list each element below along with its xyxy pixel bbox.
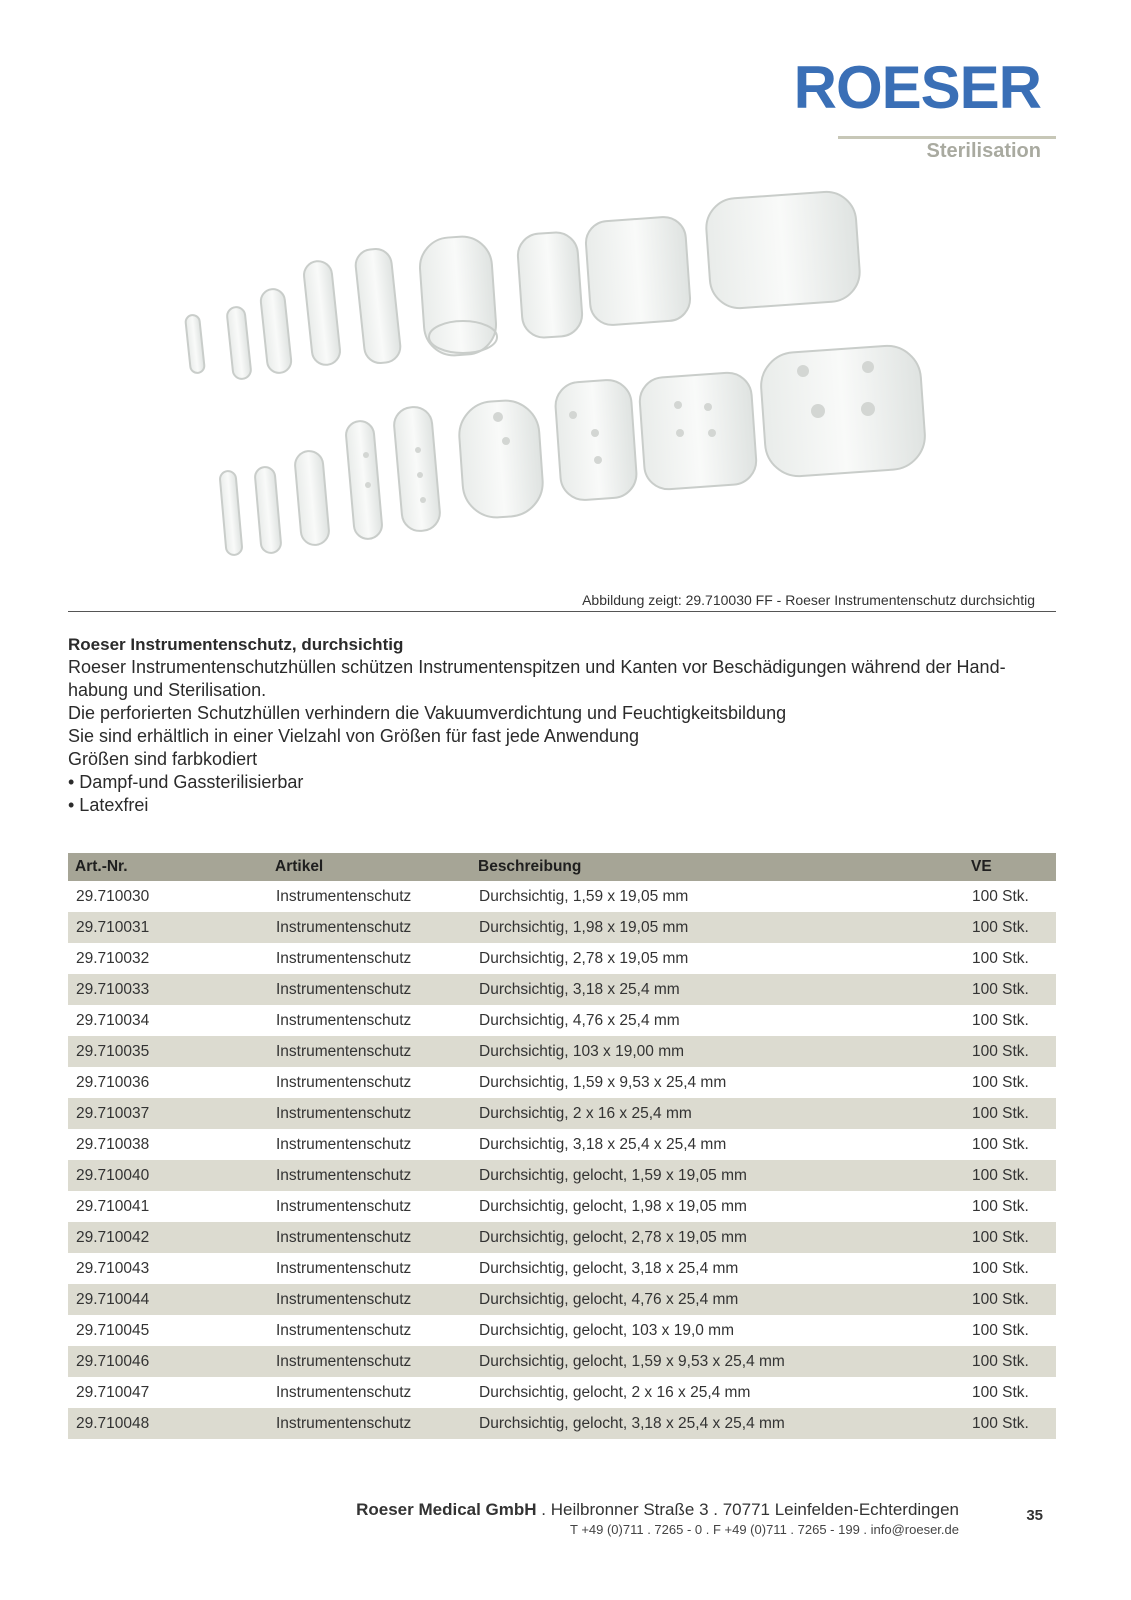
table-row <box>68 1346 1056 1377</box>
product-table <box>68 853 1056 1439</box>
table-row <box>68 1253 1056 1284</box>
cell-artikel: Instrumentenschutz <box>276 1321 412 1339</box>
tube-3 <box>260 288 293 374</box>
perf-tube-2 <box>254 466 281 553</box>
cell-artikel: Instrumentenschutz <box>268 1098 471 1129</box>
intro-block <box>68 633 1048 817</box>
cell-artikel: Instrumentenschutz <box>276 1073 412 1091</box>
cell-ve: 100 Stk. <box>964 1098 1056 1129</box>
cell-art-nr: 29.710038 <box>76 1135 150 1153</box>
table-row <box>68 1191 1056 1222</box>
footer-address: . Heilbronner Straße 3 . 70771 Leinfelden-Echterdingen <box>536 1500 959 1519</box>
cell-beschreibung: Durchsichtig, gelocht, 2 x 16 x 25,4 mm <box>479 1383 751 1401</box>
cell-ve: 100 Stk. <box>964 974 1056 1005</box>
cell-art-nr: 29.710041 <box>76 1197 150 1215</box>
table-row <box>68 1067 1056 1098</box>
tube-4 <box>303 260 342 366</box>
cell-ve: 100 Stk. <box>972 1383 1029 1401</box>
table-row <box>68 1129 1056 1160</box>
cell-ve: 100 Stk. <box>964 1222 1056 1253</box>
intro-line: habung und Sterilisation. <box>68 680 267 700</box>
perf-tube-5 <box>393 406 442 533</box>
table-row <box>68 1098 1056 1129</box>
product-photo <box>68 185 1056 580</box>
perf-tube-3 <box>294 450 330 546</box>
cell-beschreibung: Durchsichtig, 2 x 16 x 25,4 mm <box>471 1098 964 1129</box>
cell-art-nr: 29.710047 <box>76 1383 150 1401</box>
header-ve: VE <box>964 853 1056 881</box>
cell-ve: 100 Stk. <box>972 1011 1029 1029</box>
cap-3 <box>584 216 691 327</box>
cell-ve: 100 Stk. <box>972 1135 1029 1153</box>
intro-line: Die perforierten Schutzhüllen verhindern die Vakuumverdichtung und Feuchtigkeitsbildung <box>68 703 787 723</box>
cell-art-nr: 29.710040 <box>68 1160 268 1191</box>
cell-artikel: Instrumentenschutz <box>268 912 471 943</box>
table-row <box>68 912 1056 943</box>
page-number: 35 <box>1026 1507 1043 1524</box>
cell-artikel: Instrumentenschutz <box>276 1197 412 1215</box>
cell-ve: 100 Stk. <box>964 1408 1056 1439</box>
cell-beschreibung: Durchsichtig, 2,78 x 19,05 mm <box>479 949 689 967</box>
cell-art-nr: 29.710031 <box>68 912 268 943</box>
cell-ve: 100 Stk. <box>972 1073 1029 1091</box>
intro-line: Roeser Instrumentenschutzhüllen schützen Instrumentenspitzen und Kanten vor Beschädigungen während der Hand- <box>68 657 1006 677</box>
intro-line: Größen sind farbkodiert <box>68 749 258 769</box>
table-row <box>68 1315 1056 1346</box>
footer <box>356 1500 959 1537</box>
caption-divider <box>68 611 1056 612</box>
cell-art-nr: 29.710043 <box>76 1259 150 1277</box>
cell-ve: 100 Stk. <box>964 1036 1056 1067</box>
cell-artikel: Instrumentenschutz <box>276 1383 412 1401</box>
cell-art-nr: 29.710035 <box>68 1036 268 1067</box>
cell-beschreibung: Durchsichtig, gelocht, 1,59 x 19,05 mm <box>471 1160 964 1191</box>
image-caption: Abbildung zeigt: 29.710030 FF - Roeser Instrumentenschutz durchsichtig <box>582 592 1035 608</box>
table-row <box>68 943 1056 974</box>
intro-line: Sie sind erhältlich in einer Vielzahl von Größen für fast jede Anwendung <box>68 726 640 746</box>
table-row <box>68 1160 1056 1191</box>
cell-art-nr: 29.710045 <box>76 1321 150 1339</box>
table-header-row <box>68 853 1056 881</box>
tube-5 <box>354 247 402 364</box>
bullet-item: • Dampf-und Gassterilisierbar <box>68 772 304 792</box>
cell-artikel: Instrumentenschutz <box>276 1259 412 1277</box>
header-art-nr: Art.-Nr. <box>68 853 268 881</box>
cell-art-nr: 29.710042 <box>68 1222 268 1253</box>
cell-artikel: Instrumentenschutz <box>268 1036 471 1067</box>
cell-beschreibung: Durchsichtig, 1,59 x 19,05 mm <box>479 887 689 905</box>
table-row <box>68 974 1056 1005</box>
cell-art-nr: 29.710033 <box>68 974 268 1005</box>
table-row <box>68 1222 1056 1253</box>
tube-1 <box>185 314 205 373</box>
cell-beschreibung: Durchsichtig, gelocht, 1,59 x 9,53 x 25,4 mm <box>471 1346 964 1377</box>
cell-artikel: Instrumentenschutz <box>268 1160 471 1191</box>
perf-cap-2 <box>554 378 638 501</box>
cell-artikel: Instrumentenschutz <box>268 1408 471 1439</box>
cell-art-nr: 29.710032 <box>76 949 150 967</box>
cell-beschreibung: Durchsichtig, gelocht, 3,18 x 25,4 x 25,4 mm <box>471 1408 964 1439</box>
cap-4 <box>704 190 861 310</box>
cell-beschreibung: Durchsichtig, 3,18 x 25,4 x 25,4 mm <box>479 1135 727 1153</box>
perf-tube-4 <box>345 420 383 540</box>
cell-artikel: Instrumentenschutz <box>268 974 471 1005</box>
cell-ve: 100 Stk. <box>964 1346 1056 1377</box>
cell-artikel: Instrumentenschutz <box>276 949 412 967</box>
header-artikel: Artikel <box>268 853 471 881</box>
cell-beschreibung: Durchsichtig, gelocht, 2,78 x 19,05 mm <box>471 1222 964 1253</box>
table-row <box>68 881 1056 912</box>
bullet-item: • Latexfrei <box>68 795 149 815</box>
cell-ve: 100 Stk. <box>972 1321 1029 1339</box>
cell-ve: 100 Stk. <box>972 887 1029 905</box>
section-label: Sterilisation <box>926 140 1041 162</box>
perf-cap-3 <box>638 371 758 491</box>
tube-2 <box>226 306 251 379</box>
cell-ve: 100 Stk. <box>964 912 1056 943</box>
cell-beschreibung: Durchsichtig, gelocht, 4,76 x 25,4 mm <box>471 1284 964 1315</box>
cell-art-nr: 29.710037 <box>68 1098 268 1129</box>
cell-art-nr: 29.710046 <box>68 1346 268 1377</box>
cell-beschreibung: Durchsichtig, 1,59 x 9,53 x 25,4 mm <box>479 1073 727 1091</box>
footer-contact: T +49 (0)711 . 7265 - 0 . F +49 (0)711 . 7265 - 199 . info@roeser.de <box>570 1522 959 1537</box>
table-row <box>68 1377 1056 1408</box>
cell-art-nr: 29.710044 <box>68 1284 268 1315</box>
footer-company: Roeser Medical GmbH <box>356 1500 537 1519</box>
cell-beschreibung: Durchsichtig, gelocht, 103 x 19,0 mm <box>479 1321 735 1339</box>
header-beschreibung: Beschreibung <box>471 853 964 881</box>
table-row <box>68 1036 1056 1067</box>
table-row <box>68 1408 1056 1439</box>
cell-ve: 100 Stk. <box>964 1284 1056 1315</box>
perf-cap-4 <box>759 344 927 479</box>
table-row <box>68 1005 1056 1036</box>
cell-artikel: Instrumentenschutz <box>276 1011 412 1029</box>
cell-artikel: Instrumentenschutz <box>276 887 412 905</box>
cell-beschreibung: Durchsichtig, 103 x 19,00 mm <box>471 1036 964 1067</box>
cell-beschreibung: Durchsichtig, 1,98 x 19,05 mm <box>471 912 964 943</box>
cell-ve: 100 Stk. <box>964 1160 1056 1191</box>
cell-artikel: Instrumentenschutz <box>268 1284 471 1315</box>
brand-logo: ROESER <box>793 54 1041 121</box>
cell-beschreibung: Durchsichtig, gelocht, 3,18 x 25,4 mm <box>479 1259 739 1277</box>
cell-art-nr: 29.710048 <box>68 1408 268 1439</box>
cell-ve: 100 Stk. <box>972 949 1029 967</box>
cell-beschreibung: Durchsichtig, 4,76 x 25,4 mm <box>479 1011 680 1029</box>
perf-tube-1 <box>219 470 242 555</box>
cell-art-nr: 29.710036 <box>76 1073 150 1091</box>
cell-ve: 100 Stk. <box>972 1197 1029 1215</box>
intro-heading: Roeser Instrumentenschutz, durchsichtig <box>68 635 404 654</box>
cell-art-nr: 29.710030 <box>76 887 150 905</box>
cell-beschreibung: Durchsichtig, 3,18 x 25,4 mm <box>471 974 964 1005</box>
table-row <box>68 1284 1056 1315</box>
cell-artikel: Instrumentenschutz <box>276 1135 412 1153</box>
cell-ve: 100 Stk. <box>972 1259 1029 1277</box>
cell-artikel: Instrumentenschutz <box>268 1346 471 1377</box>
cell-art-nr: 29.710034 <box>76 1011 150 1029</box>
logo-divider <box>838 136 1056 139</box>
cap-2 <box>516 231 583 339</box>
cell-artikel: Instrumentenschutz <box>268 1222 471 1253</box>
cell-beschreibung: Durchsichtig, gelocht, 1,98 x 19,05 mm <box>479 1197 747 1215</box>
